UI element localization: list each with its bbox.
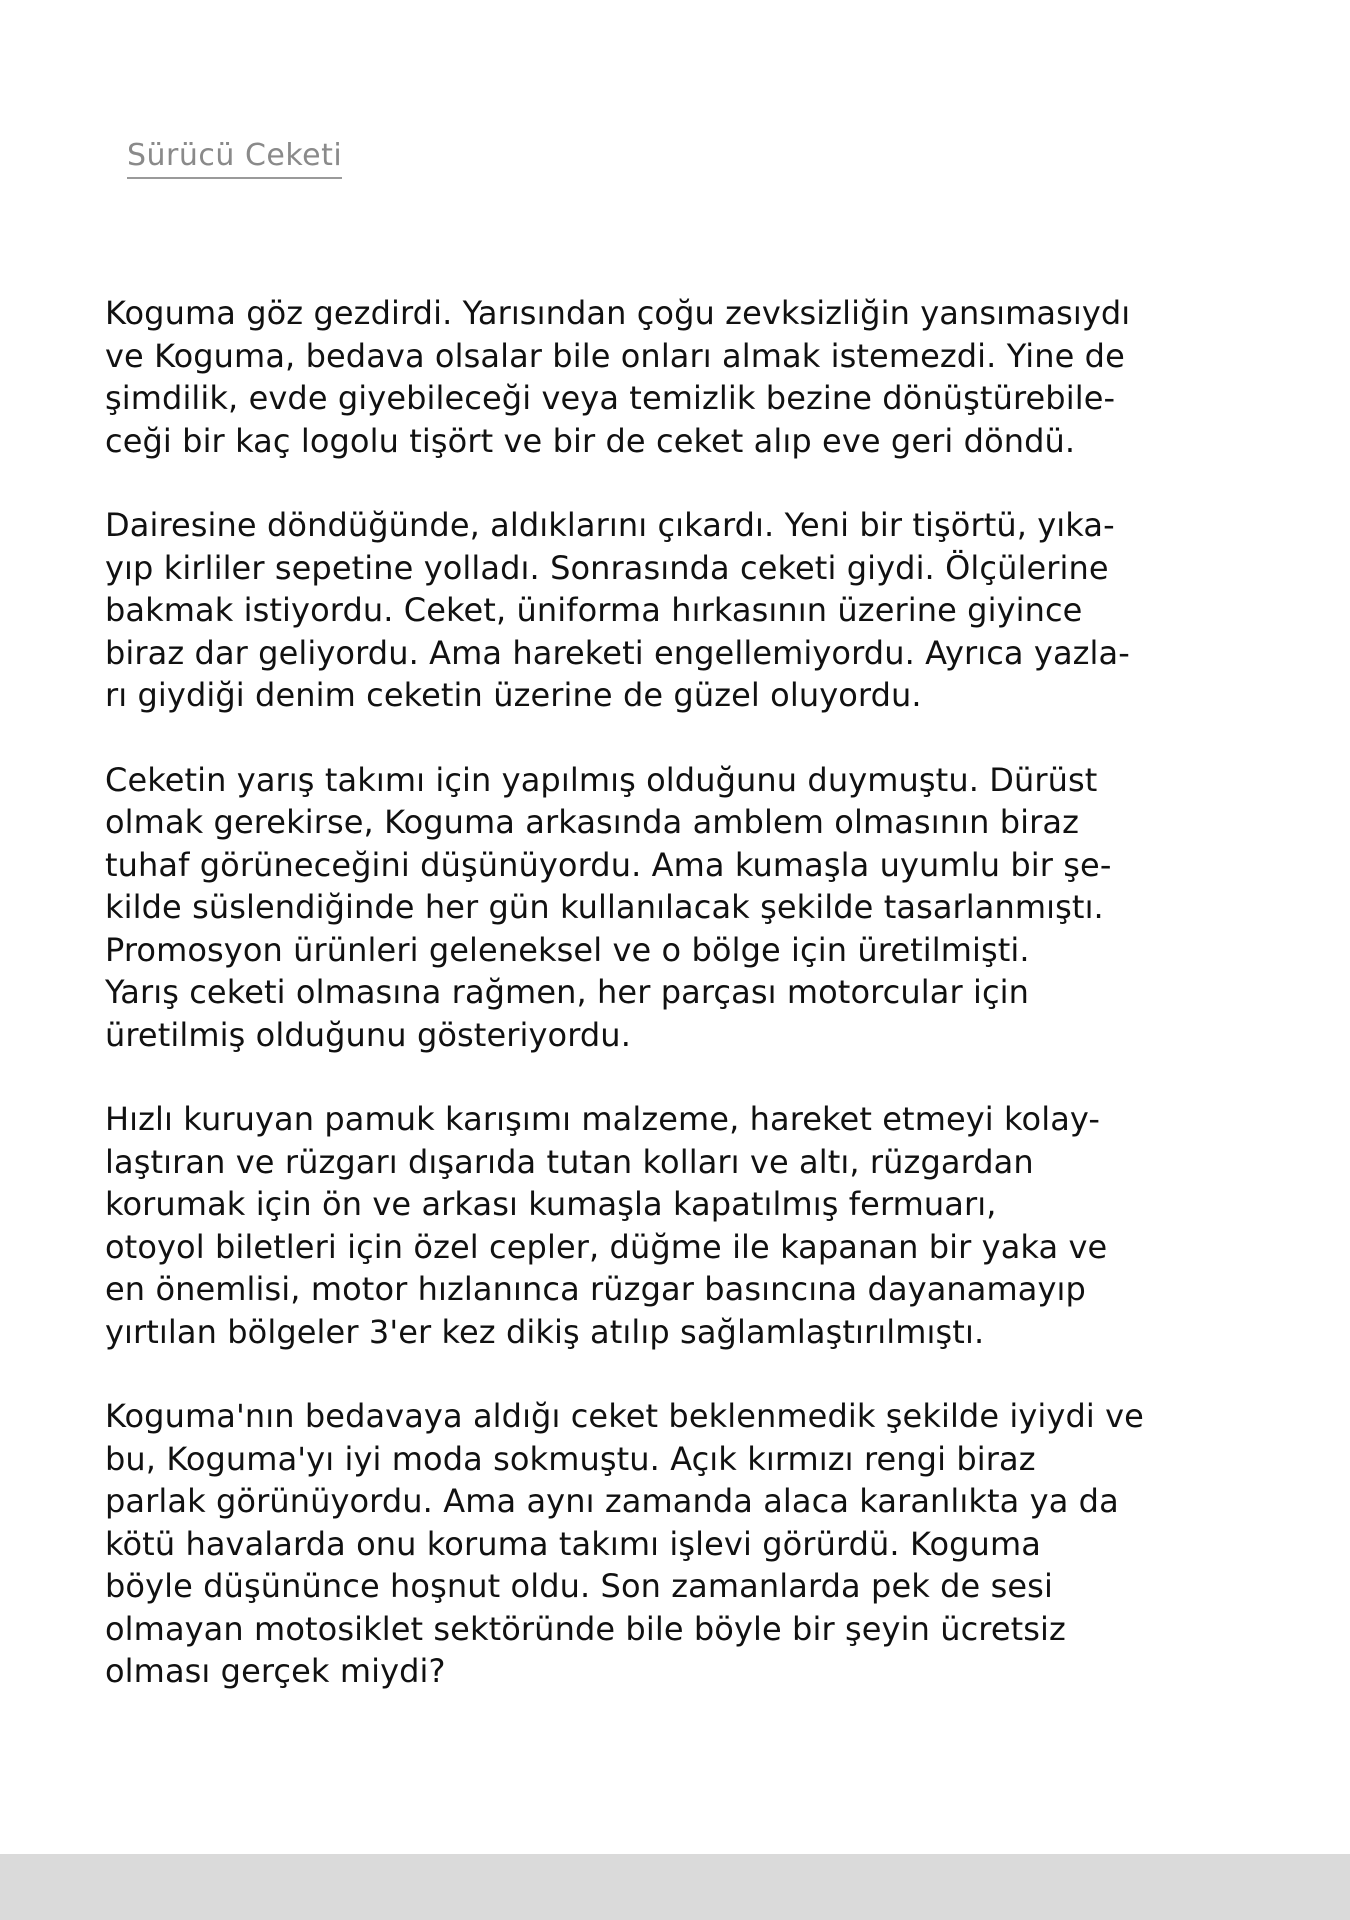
- text-line: ceği bir kaç logolu tişört ve bir de ceket alıp eve geri döndü.: [105, 421, 1076, 460]
- text-line: Hızlı kuruyan pamuk karışımı malzeme, hareket etmeyi kolay-: [105, 1100, 1101, 1138]
- text-line: Dairesine döndüğünde, aldıklarını çıkardı. Yeni bir tişörtü, yıka-: [105, 506, 1115, 544]
- text-line: şimdilik, evde giyebileceği veya temizlik bezine dönüştürebile-: [105, 379, 1116, 417]
- text-line: Koguma'nın bedavaya aldığı ceket beklenmedik şekilde iyiydi ve: [105, 1397, 1144, 1435]
- text-line: olmak gerekirse, Koguma arkasında amblem olmasının biraz: [105, 803, 1079, 841]
- paragraph: [105, 292, 1255, 462]
- text-line: ve Koguma, bedava olsalar bile onları almak istemezdi. Yine de: [105, 336, 1125, 375]
- text-line: yıp kirliler sepetine yolladı. Sonrasında ceketi giydi. Ölçülerine: [105, 548, 1109, 587]
- paragraph: [105, 504, 1255, 717]
- text-line: Ceketin yarış takımı için yapılmış olduğunu duymuştu. Dürüst: [105, 760, 1098, 799]
- body-text: [105, 292, 1255, 1735]
- paragraph: [105, 1395, 1255, 1693]
- paragraph: [105, 759, 1255, 1057]
- text-line: olması gerçek miydi?: [105, 1652, 446, 1690]
- text-line: böyle düşününce hoşnut oldu. Son zamanlarda pek de sesi: [105, 1567, 1053, 1605]
- text-line: Yarış ceketi olmasına rağmen, her parçası motorcular için: [105, 973, 1030, 1011]
- text-line: biraz dar geliyordu. Ama hareketi engellemiyordu. Ayrıca yazla-: [105, 633, 1130, 672]
- text-line: tuhaf görüneceğini düşünüyordu. Ama kumaşla uyumlu bir şe-: [105, 845, 1112, 884]
- text-line: üretilmiş olduğunu gösteriyordu.: [105, 1015, 631, 1054]
- text-line: rı giydiği denim ceketin üzerine de güzel oluyordu.: [105, 676, 922, 714]
- text-line: Promosyon ürünleri geleneksel ve o bölge için üretilmişti.: [105, 930, 1030, 969]
- bottom-band: [0, 1854, 1350, 1920]
- text-line: kötü havalarda onu koruma takımı işlevi görürdü. Koguma: [105, 1524, 1041, 1563]
- text-line: bakmak istiyordu. Ceket, üniforma hırkasının üzerine giyince: [105, 591, 1083, 629]
- text-line: korumak için ön ve arkası kumaşla kapatılmış fermuarı,: [105, 1185, 997, 1223]
- paragraph: [105, 1098, 1255, 1353]
- text-line: otoyol biletleri için özel cepler, düğme ile kapanan bir yaka ve: [105, 1227, 1108, 1266]
- text-line: parlak görünüyordu. Ama aynı zamanda alaca karanlıkta ya da: [105, 1482, 1119, 1520]
- text-line: yırtılan bölgeler 3'er kez dikiş atılıp sağlamlaştırılmıştı.: [105, 1312, 985, 1351]
- chapter-title: Sürücü Ceketi: [127, 138, 342, 179]
- text-line: bu, Koguma'yı iyi moda sokmuştu. Açık kırmızı rengi biraz: [105, 1439, 1036, 1478]
- text-line: olmayan motosiklet sektöründe bile böyle bir şeyin ücretsiz: [105, 1609, 1066, 1648]
- text-line: Koguma göz gezdirdi. Yarısından çoğu zevksizliğin yansımasıydı: [105, 294, 1131, 332]
- text-line: kilde süslendiğinde her gün kullanılacak şekilde tasarlanmıştı.: [105, 888, 1104, 926]
- text-line: en önemlisi, motor hızlanınca rüzgar basıncına dayanamayıp: [105, 1270, 1086, 1308]
- text-line: laştıran ve rüzgarı dışarıda tutan kolları ve altı, rüzgardan: [105, 1142, 1034, 1181]
